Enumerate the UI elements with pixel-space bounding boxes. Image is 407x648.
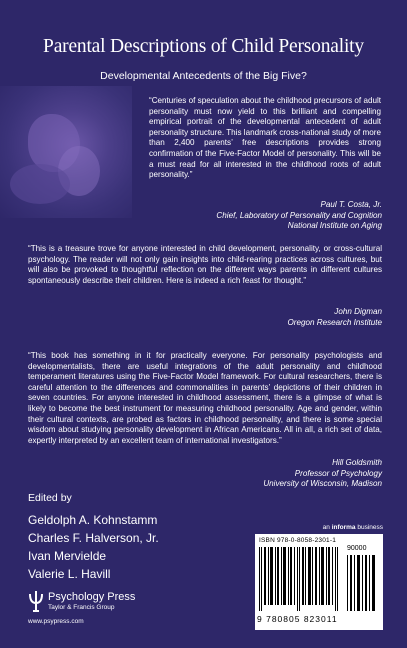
editor-name: Valerie L. Havill [28, 567, 111, 581]
informa-business-tag: an informa business [322, 524, 383, 531]
endorsement-quote-costa: “Centuries of speculation about the childhood precursors of adult personality must now yield to this brilliant and compelling empirical portrait of the developmental antecedent of adult personality structure. This landmark cross-national study of more than 2,400 parents’ free descriptions provides strong confirmation of the Five-Factor Model of personality. This will be a must read for all interested in the childhood roots of adult personality.” [149, 96, 381, 180]
endorser-name: Paul T. Costa, Jr. [320, 200, 382, 209]
publisher-group: Taylor & Francis Group [48, 604, 115, 611]
publisher-name: Psychology Press [48, 591, 136, 603]
isbn-number: ISBN 978-0-8058-2301-1 [259, 537, 337, 544]
endorser-affiliation: Chief, Laboratory of Personality and Cognition [216, 210, 382, 220]
endorsement-quote-goldsmith: “This book has something in it for practically everyone. For personality psychologists and developmentalists, there are useful integrations of the adult personality and childhood temperament literatures using the Five-Factor Model framework. For cultural researchers, there is careful attention to the differences and commonalities in parents’ depictions of their children in seven countries. For anyone interested in childhood assessment, there is a glimpse of what is likely to become the best instrument for measuring childhood personality. Age and gender, within their cultural contexts, are probed as factors in childhood personality, and there is some special wisdom about studying personality development in African Americans. All in all, a rich set of data, expertly interpreted by an excellent team of international investigators.” [28, 351, 382, 445]
endorsement-quote-digman: “This is a treasure trove for anyone interested in child development, personality, or cross-cultural psychology. The reader will not only gain insights into child-rearing practices across cultures, but will also be provoked to thoughtful reflection on the different ways parents in different cultures spontaneously describe their children. Here is indeed a rich feast for thought.” [28, 244, 382, 285]
psi-icon [28, 590, 44, 612]
barcode-bars-icon [259, 547, 339, 611]
cover-photo [0, 86, 132, 218]
endorser-name: John Digman [334, 307, 382, 316]
editors-block [28, 492, 268, 583]
price-barcode-icon [347, 555, 377, 611]
book-title: Parental Descriptions of Child Personality [43, 36, 364, 57]
endorser-affiliation: National Institute on Aging [287, 221, 382, 231]
editor-name: Ivan Mervielde [28, 549, 107, 563]
price-code: 90000 [347, 545, 367, 552]
endorser-affiliation: Oregon Research Institute [287, 317, 382, 327]
editor-name: Geldolph A. Kohnstamm [28, 513, 158, 527]
ean-number: 9 780805 823011 [257, 614, 338, 624]
endorsement-attribution-costa [142, 200, 382, 232]
endorser-affiliation: Professor of Psychology [294, 468, 382, 478]
isbn-barcode [255, 534, 383, 630]
publisher-logo [28, 590, 188, 626]
book-subtitle: Developmental Antecedents of the Big Five? [100, 70, 307, 82]
endorsement-attribution-goldsmith [142, 458, 382, 490]
publisher-url: www.psypress.com [28, 618, 84, 625]
edited-by-label: Edited by [28, 492, 72, 504]
endorser-affiliation: University of Wisconsin, Madison [263, 479, 382, 489]
endorser-name: Hill Goldsmith [332, 458, 382, 467]
endorsement-attribution-digman [142, 307, 382, 328]
editor-name: Charles F. Halverson, Jr. [28, 531, 159, 545]
